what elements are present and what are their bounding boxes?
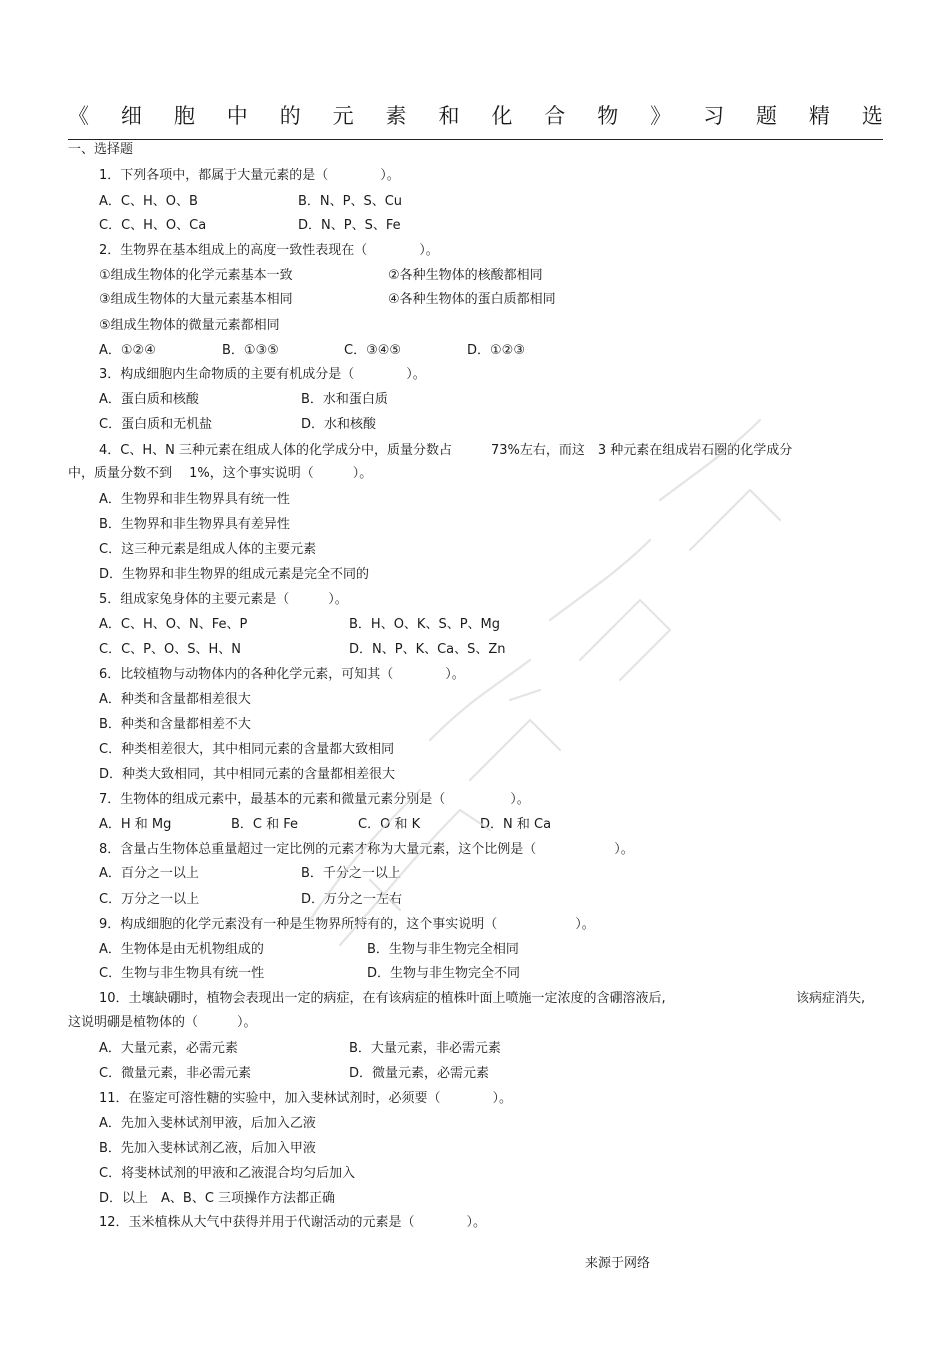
title-char: 题 xyxy=(755,104,777,128)
option-2d: D．①②③ xyxy=(467,343,525,358)
statement-2-1: ①组成生物体的化学元素基本一致 xyxy=(99,268,293,283)
title-char: 细 xyxy=(120,104,142,128)
option-5a: A．C、H、O、N、Fe、P xyxy=(99,617,248,632)
option-11c: C．将斐林试剂的甲液和乙液混合均匀后加入 xyxy=(99,1166,356,1181)
question-10: 10．土壤缺硼时，植物会表现出一定的病症，在有该病症的植株叶面上喷施一定浓度的含硼溶液后, xyxy=(99,991,666,1006)
question-4: 4．C、H、N 三种元素在组成人体的化学成分中，质量分数占 73%左右，而这 3 种元素在组成岩石圈的化学成分 xyxy=(99,443,793,458)
option-11b: B．先加入斐林试剂乙液，后加入甲液 xyxy=(99,1141,316,1156)
title-char: 选 xyxy=(861,104,883,128)
statement-2-4: ④各种生物体的蛋白质都相同 xyxy=(388,292,556,307)
option-10c: C．微量元素，非必需元素 xyxy=(99,1066,252,1081)
option-8a: A．百分之一以上 xyxy=(99,866,199,881)
option-4c: C．这三种元素是组成人体的主要元素 xyxy=(99,542,317,557)
title-char: 》 xyxy=(650,104,672,128)
question-7: 7．生物体的组成元素中，最基本的元素和微量元素分别是（ ）。 xyxy=(99,792,530,807)
question-4-continued: 中，质量分数不到 1%，这个事实说明（ ）。 xyxy=(68,466,373,481)
option-8c: C．万分之一以上 xyxy=(99,892,200,907)
title-char: 物 xyxy=(597,104,619,128)
page-title xyxy=(68,100,883,130)
option-7d: D．N 和 Ca xyxy=(480,817,552,832)
title-char: 化 xyxy=(491,104,513,128)
title-char: 习 xyxy=(703,104,725,128)
question-6: 6．比较植物与动物体内的各种化学元素，可知其（ ）。 xyxy=(99,667,465,682)
question-12: 12．玉米植株从大气中获得并用于代谢活动的元素是（ ）。 xyxy=(99,1215,487,1230)
option-5c: C．C、P、O、S、H、N xyxy=(99,642,241,657)
source-footer: 来源于网络 xyxy=(585,1256,651,1271)
title-char: 和 xyxy=(438,104,460,128)
option-10a: A．大量元素，必需元素 xyxy=(99,1041,238,1056)
option-8b: B．千分之一以上 xyxy=(301,866,401,881)
question-3: 3．构成细胞内生命物质的主要有机成分是（ ）。 xyxy=(99,367,426,382)
option-9a: A．生物体是由无机物组成的 xyxy=(99,942,264,957)
option-2b: B．①③⑤ xyxy=(222,343,279,358)
option-3a: A．蛋白质和核酸 xyxy=(99,392,199,407)
option-4b: B．生物界和非生物界具有差异性 xyxy=(99,517,290,532)
option-6a: A．种类和含量都相差很大 xyxy=(99,692,251,707)
title-char: 的 xyxy=(279,104,301,128)
option-1b: B．N、P、S、Cu xyxy=(298,194,403,209)
option-9c: C．生物与非生物具有统一性 xyxy=(99,966,265,981)
question-5: 5．组成家兔身体的主要元素是（ ）。 xyxy=(99,592,348,607)
question-10-continued: 这说明硼是植物体的（ ）。 xyxy=(68,1015,257,1030)
title-char: 胞 xyxy=(173,104,195,128)
option-7c: C．O 和 K xyxy=(358,817,421,832)
question-10-tail: 该病症消失, xyxy=(796,991,866,1006)
statement-2-3: ③组成生物体的大量元素基本相同 xyxy=(99,292,293,307)
title-char: 素 xyxy=(385,104,407,128)
option-5b: B．H、O、K、S、P、Mg xyxy=(349,617,501,632)
option-9b: B．生物与非生物完全相同 xyxy=(367,942,519,957)
option-5d: D．N、P、K、Ca、S、Zn xyxy=(349,642,506,657)
title-char: 合 xyxy=(544,104,566,128)
option-10b: B．大量元素，非必需元素 xyxy=(349,1041,501,1056)
option-3b: B．水和蛋白质 xyxy=(301,392,388,407)
title-char: 中 xyxy=(226,104,248,128)
section-heading: 一、选择题 xyxy=(68,142,134,157)
option-10d: D．微量元素，必需元素 xyxy=(349,1066,490,1081)
statement-2-2: ②各种生物体的核酸都相同 xyxy=(388,268,543,283)
title-char: 《 xyxy=(68,104,89,128)
option-4d: D．生物界和非生物界的组成元素是完全不同的 xyxy=(99,567,370,582)
option-7a: A．H 和 Mg xyxy=(99,817,172,832)
option-8d: D．万分之一左右 xyxy=(301,892,403,907)
option-3c: C．蛋白质和无机盐 xyxy=(99,417,213,432)
option-3d: D．水和核酸 xyxy=(301,417,377,432)
option-1c: C．C、H、O、Ca xyxy=(99,218,207,233)
option-11d: D．以上 A、B、C 三项操作方法都正确 xyxy=(99,1191,336,1206)
option-7b: B．C 和 Fe xyxy=(231,817,299,832)
option-4a: A．生物界和非生物界具有统一性 xyxy=(99,492,290,507)
title-divider xyxy=(68,139,883,140)
option-11a: A．先加入斐林试剂甲液，后加入乙液 xyxy=(99,1116,316,1131)
option-9d: D．生物与非生物完全不同 xyxy=(367,966,521,981)
option-1d: D．N、P、S、Fe xyxy=(298,218,401,233)
question-8: 8．含量占生物体总重量超过一定比例的元素才称为大量元素，这个比例是（ ）。 xyxy=(99,842,634,857)
option-6d: D．种类大致相同，其中相同元素的含量都相差很大 xyxy=(99,767,396,782)
option-1a: A．C、H、O、B xyxy=(99,194,198,209)
option-2c: C．③④⑤ xyxy=(344,343,402,358)
statement-2-5: ⑤组成生物体的微量元素都相同 xyxy=(99,318,280,333)
question-11: 11．在鉴定可溶性糖的实验中，加入斐林试剂时，必须要（ ）。 xyxy=(99,1091,513,1106)
option-6b: B．种类和含量都相差不大 xyxy=(99,717,251,732)
question-1: 1．下列各项中，都属于大量元素的是（ ）。 xyxy=(99,168,400,183)
question-9: 9．构成细胞的化学元素没有一种是生物界所特有的，这个事实说明（ ）。 xyxy=(99,917,595,932)
option-2a: A．①②④ xyxy=(99,343,156,358)
question-2: 2．生物界在基本组成上的高度一致性表现在（ ）。 xyxy=(99,243,439,258)
title-char: 精 xyxy=(808,104,830,128)
option-6c: C．种类相差很大，其中相同元素的含量都大致相同 xyxy=(99,742,395,757)
title-char: 元 xyxy=(332,104,354,128)
